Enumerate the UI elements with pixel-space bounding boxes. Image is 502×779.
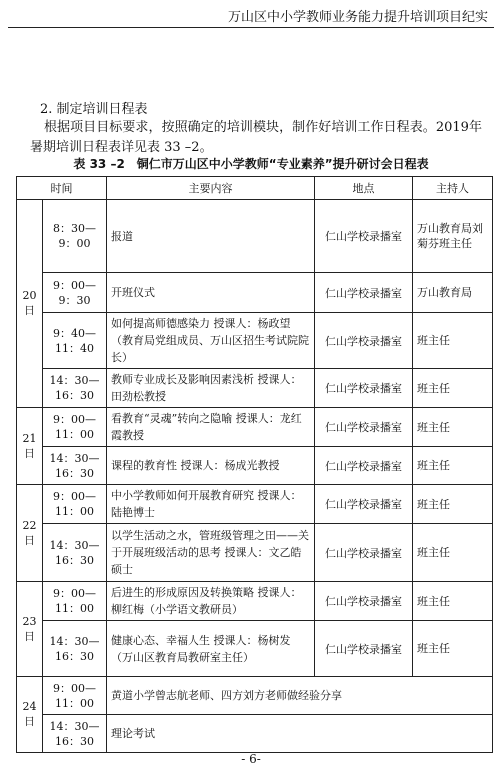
- content-cell: 报道: [107, 200, 315, 273]
- host-cell: 班主任: [413, 313, 493, 369]
- host-cell: 万山教育局: [413, 273, 493, 313]
- location-cell: 仁山学校录播室: [315, 408, 413, 447]
- day-cell: 22 日: [17, 485, 43, 582]
- time-cell: 8：30— 9：00: [43, 200, 107, 273]
- location-cell: 仁山学校录播室: [315, 369, 413, 408]
- header-content: 主要内容: [107, 177, 315, 200]
- table-row: [17, 200, 493, 273]
- content-cell: 如何提高师德感染力 授课人：杨政望（教育局党组成员、万山区招生考试院院长）: [107, 313, 315, 369]
- content-cell: 课程的教育性 授课人：杨成光教授: [107, 447, 315, 485]
- content-cell: 看教育“灵魂”转向之隐喻 授课人：龙红霞教授: [107, 408, 315, 447]
- host-cell: 班主任: [413, 524, 493, 582]
- host-cell: 班主任: [413, 447, 493, 485]
- content-cell: 后进生的形成原因及转换策略 授课人：柳红梅（小学语文教研员）: [107, 582, 315, 621]
- content-cell: 健康心态、幸福人生 授课人：杨树发（万山区教育局教研室主任）: [107, 621, 315, 677]
- time-cell: 14：30— 16：30: [43, 621, 107, 677]
- page-number: - 6-: [241, 752, 261, 766]
- host-cell: 班主任: [413, 621, 493, 677]
- location-cell: 仁山学校录播室: [315, 524, 413, 582]
- header-location: 地点: [315, 177, 413, 200]
- table-row: [17, 524, 493, 582]
- table-row: [17, 447, 493, 485]
- table-header-row: [17, 177, 493, 200]
- time-cell: 9：00— 11：00: [43, 408, 107, 447]
- time-cell: 9：40— 11：40: [43, 313, 107, 369]
- schedule-table: [16, 176, 493, 753]
- time-cell: 9：00— 11：00: [43, 485, 107, 524]
- content-cell: 理论考试: [107, 715, 493, 753]
- day-cell: 24 日: [17, 677, 43, 753]
- location-cell: 仁山学校录播室: [315, 273, 413, 313]
- host-cell: 班主任: [413, 369, 493, 408]
- time-cell: 9：00— 11：00: [43, 582, 107, 621]
- day-cell: 23 日: [17, 582, 43, 677]
- table-caption: 表 33 –2 铜仁市万山区中小学教师“专业素养”提升研讨会日程表: [73, 157, 429, 171]
- time-cell: 14：30— 16：30: [43, 369, 107, 408]
- time-cell: 9：00— 11：00: [43, 677, 107, 715]
- content-cell: 中小学教师如何开展教育研究 授课人：陆艳博士: [107, 485, 315, 524]
- location-cell: 仁山学校录播室: [315, 485, 413, 524]
- host-cell: 班主任: [413, 582, 493, 621]
- content-cell: 开班仪式: [107, 273, 315, 313]
- location-cell: 仁山学校录播室: [315, 621, 413, 677]
- host-cell: 班主任: [413, 485, 493, 524]
- time-cell: 14：30— 16：30: [43, 524, 107, 582]
- table-row: [17, 715, 493, 753]
- content-cell: 以学生活动之水，管班级管理之田——关于开展班级活动的思考 授课人：文乙皓硕士: [107, 524, 315, 582]
- table-row: [17, 621, 493, 677]
- time-cell: 14：30— 16：30: [43, 715, 107, 753]
- content-cell: 教师专业成长及影响因素浅析 授课人：田劲松教授: [107, 369, 315, 408]
- location-cell: 仁山学校录播室: [315, 582, 413, 621]
- table-row: [17, 677, 493, 715]
- location-cell: 仁山学校录播室: [315, 313, 413, 369]
- header-host: 主持人: [413, 177, 493, 200]
- day-cell: 20 日: [17, 200, 43, 408]
- content-cell: 黄道小学曾志航老师、四方刘方老师做经验分享: [107, 677, 493, 715]
- day-cell: 21 日: [17, 408, 43, 485]
- table-row: [17, 273, 493, 313]
- time-cell: 14：30— 16：30: [43, 447, 107, 485]
- location-cell: 仁山学校录播室: [315, 200, 413, 273]
- location-cell: 仁山学校录播室: [315, 447, 413, 485]
- time-cell: 9：00— 9：30: [43, 273, 107, 313]
- table-row: [17, 369, 493, 408]
- header-time: 时间: [17, 177, 107, 200]
- section-heading: 2. 制定培训日程表: [40, 102, 148, 117]
- host-cell: 万山教育局刘菊芬班主任: [413, 200, 493, 273]
- running-header: 万山区中小学教师业务能力提升培训项目纪实: [227, 10, 488, 25]
- table-row: [17, 485, 493, 524]
- table-row: [17, 313, 493, 369]
- body-paragraph: 根据项目目标要求，按照确定的培训模块，制作好培训工作日程表。2019年暑期培训日程表详见表 33 –2。: [30, 120, 482, 155]
- table-row: [17, 582, 493, 621]
- host-cell: 班主任: [413, 408, 493, 447]
- table-row: [17, 408, 493, 447]
- header-divider: [8, 27, 494, 28]
